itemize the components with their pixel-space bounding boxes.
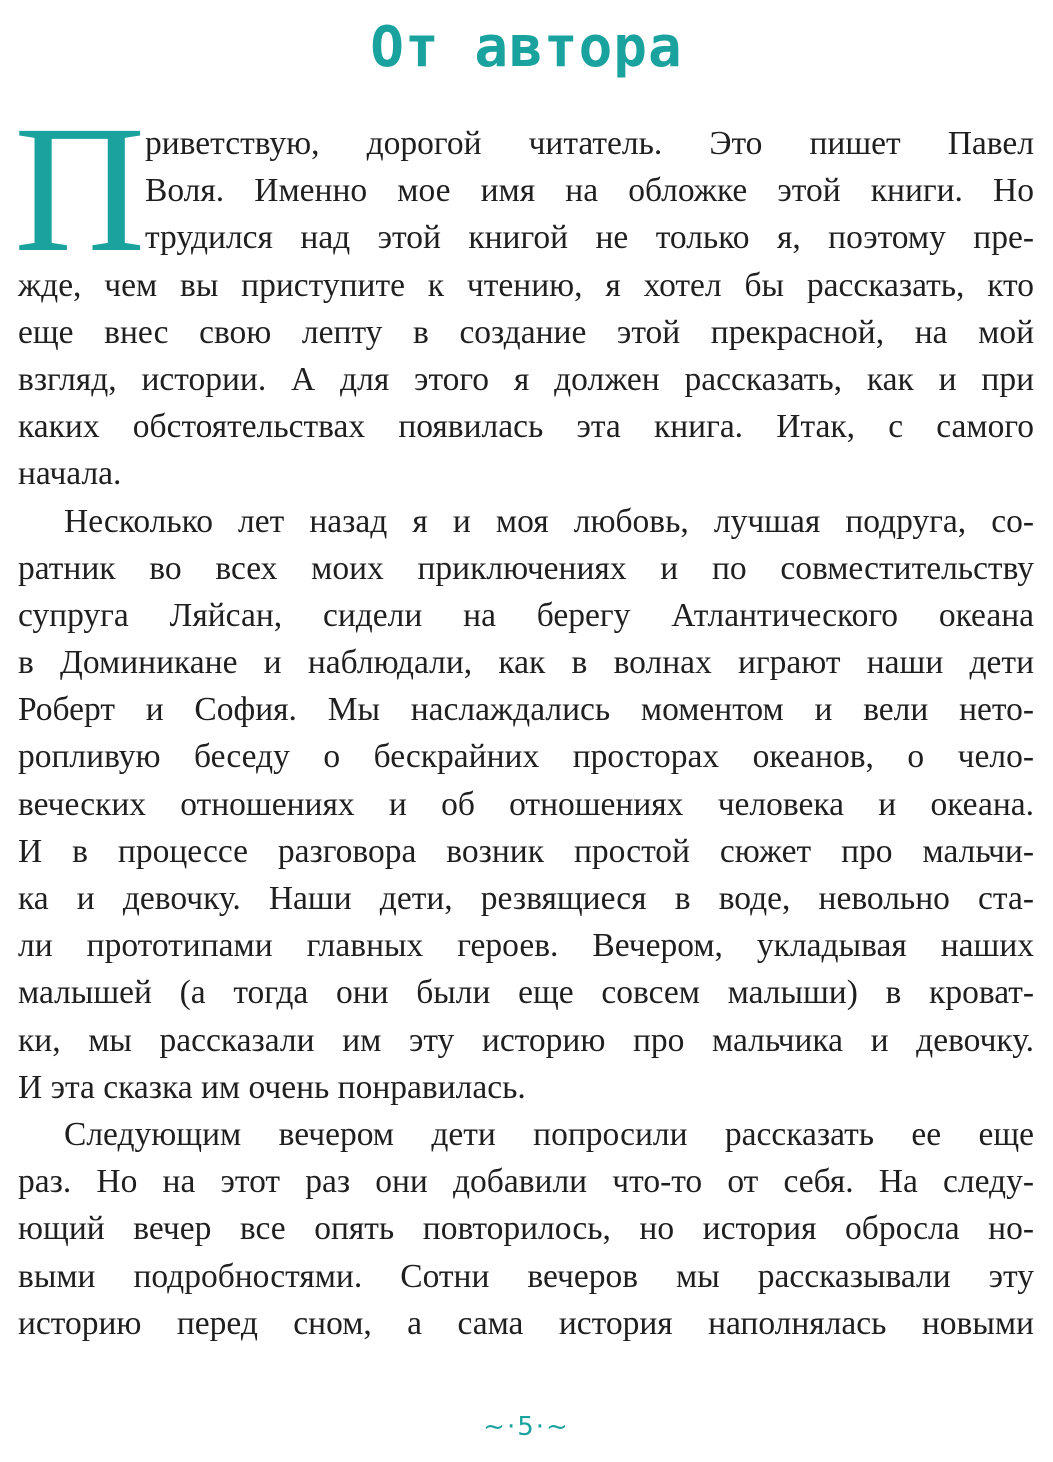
text-line: каких обстоятельствах появилась эта книга. Итак, с самого: [18, 408, 1034, 446]
text-line: в Доминикане и наблюдали, как в волнах играют наши дети: [18, 644, 1034, 682]
text-line: супруга Ляйсан, сидели на берегу Атлантического океана: [18, 596, 1034, 634]
text-line: И эта сказка им очень понравилась.: [18, 1068, 526, 1106]
text-line: Следующим вечером дети попросили рассказать ее еще: [64, 1115, 1034, 1153]
text-line: жде, чем вы приступите к чтению, я хотел бы рассказать, кто: [18, 266, 1034, 304]
text-line: ратник во всех моих приключениях и по совместительству: [18, 549, 1034, 587]
text-line: ка и девочку. Наши дети, резвящиеся в воде, невольно ста-: [18, 880, 1034, 917]
text-line: И в процессе разговора возник простой сюжет про мальчи-: [18, 832, 1034, 870]
page-number: ~·5·~: [483, 1412, 570, 1442]
text-line: Несколько лет назад я и моя любовь, лучшая подруга, со-: [64, 502, 1034, 540]
text-line: раз. Но на этот раз они добавили что-то от себя. На следу-: [18, 1163, 1034, 1201]
text-line: историю перед сном, а сама история наполнялась новыми: [18, 1304, 1034, 1342]
text-line: начала.: [18, 455, 122, 493]
text-line: трудился над этой книгой не только я, поэтому пре-: [145, 219, 1034, 257]
text-line: малышей (а тогда они были еще совсем малыши) в кроват-: [18, 974, 1034, 1012]
text-line: веческих отношениях и об отношениях человека и океана.: [18, 785, 1034, 823]
text-line: Воля. Именно мое имя на обложке этой книги. Но: [145, 172, 1034, 210]
text-line: ки, мы рассказали им эту историю про мальчика и девочку.: [18, 1021, 1034, 1059]
body-text: [14, 89, 1034, 1347]
page-title: От автора: [370, 15, 683, 80]
text-line: взгляд, истории. А для этого я должен рассказать, как и при: [18, 360, 1034, 398]
text-line: Роберт и София. Мы наслаждались моментом и вели нето-: [18, 691, 1034, 729]
text-line: ропливую беседу о бескрайних просторах океанов, о чело-: [18, 738, 1034, 776]
drop-cap: П: [14, 89, 146, 290]
text-line: еще внес свою лепту в создание этой прекрасной, на мой: [18, 313, 1034, 351]
text-line: ющий вечер все опять повторилось, но история обросла но-: [18, 1210, 1034, 1248]
text-line: риветствую, дорогой читатель. Это пишет Павел: [145, 125, 1034, 162]
text-line: ли прототипами главных героев. Вечером, укладывая наших: [18, 927, 1034, 965]
text-line: выми подробностями. Сотни вечеров мы рассказывали эту: [18, 1257, 1034, 1295]
